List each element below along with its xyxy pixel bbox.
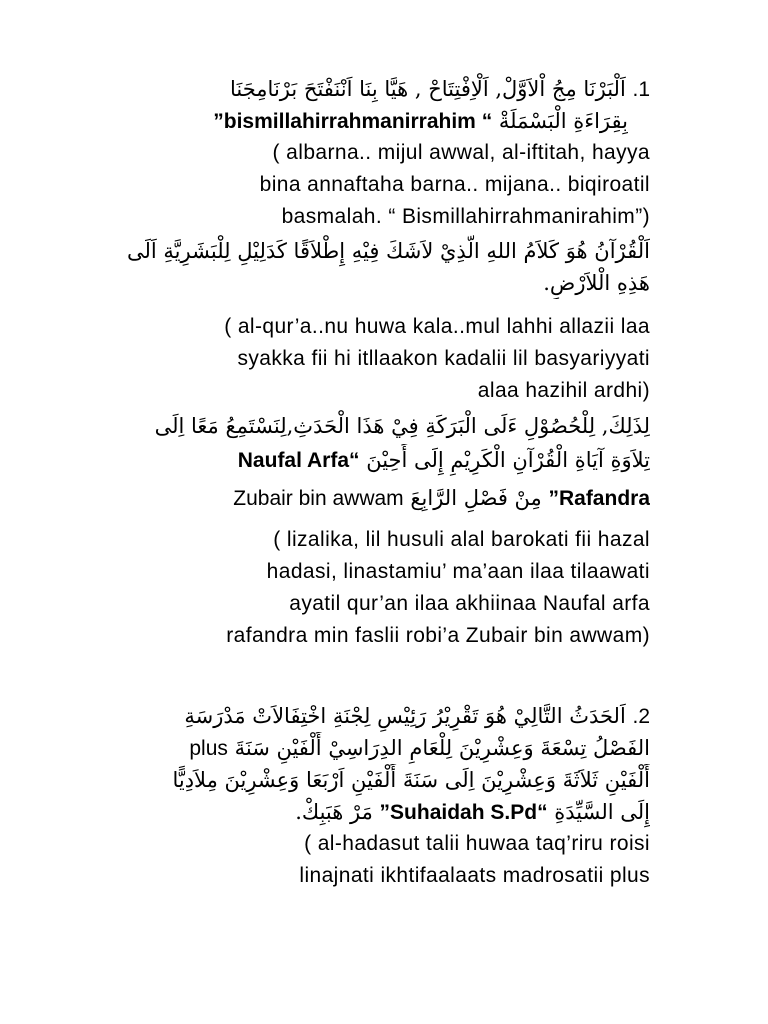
- s1-quran-arabic-2: هَذِهِ الْلاَرْضِ.: [543, 271, 650, 295]
- s1-quran-latin-3: alaa hazihil ardhi): [477, 379, 650, 402]
- s1-lizalika-arabic-3: [96, 482, 650, 515]
- s2-arabic-line-4: [96, 796, 650, 829]
- s1-latin-line-3: basmalah. “ Bismillahirrahmanirahim”): [281, 205, 650, 228]
- s1-arabic-text-1: اَلْبَرْنَا مِجُ اْلاَوَّلْ, اَلْاِفْتِتَاحْ , هَيَّا بِنَا اَنْنَفْتَحَ بَرْنَامِجَنَا: [230, 77, 626, 101]
- s1-lizalika-arabic-1: لِذَلِكَ, لِلْحُصُوْلِ ءَلَى الْبَرَكَةِ فِيْ هَذَا الْحَدَثِ,لِنَسْتَمِعُ مَعًا اِلَى: [154, 414, 650, 438]
- s1-lizalika-latin-3: ayatil qur’an ilaa akhiinaa Naufal arfa: [289, 592, 650, 615]
- s1-naufal-bold: “Naufal Arfa: [237, 449, 360, 472]
- s2-arabic-text-4a: إِلَى السَّيِّدَةِ: [554, 800, 650, 824]
- s1-rafandra-bold: Rafandra”: [548, 487, 650, 510]
- s1-arabic-line-2: [96, 105, 628, 138]
- s1-lizalika-latin-2: hadasi, linastamiu’ ma’aan ilaa tilaawati: [266, 560, 650, 583]
- s1-lizalika-arabic-2: [96, 444, 650, 477]
- s1-latin-line-1: ( albarna.. mijul awwal, al-iftitah, hayya: [272, 141, 650, 164]
- s1-number: 1.: [632, 78, 650, 101]
- s1-arabic-text-2: بِقِرَاءَةِ الْبَسْمَلَةْ: [498, 109, 628, 133]
- s1-lizalika-latin-4: rafandra min faslii robi’a Zubair bin awwam): [226, 624, 650, 647]
- s1-lizalika-latin-1: ( lizalika, lil husuli alal barokati fii hazal: [273, 528, 650, 551]
- s1-quran-latin-1: ( al-qur’a..nu huwa kala..mul lahhi allazii laa: [224, 315, 650, 338]
- s1-quran-latin-2: syakka fii hi itllaakon kadalii lil basyariyyati: [237, 347, 650, 370]
- s2-latin-line-2: linajnati ikhtifaalaats madrosatii plus: [299, 864, 650, 887]
- s2-latin-line-1: ( al-hadasut talii huwaa taq’riru roisi: [304, 832, 650, 855]
- s1-arabic-line-1: [96, 73, 650, 106]
- s2-arabic-text-1: اَلحَدَثُ التَّالِيْ هُوَ تَقْرِيْرُ رَئِيْسِ لِجْنَةِ اخْتِفَالاَتْ مَدْرَسَةِ: [184, 704, 626, 728]
- s2-arabic-line-3: أَلْفَيْنِ ثَلاَثَةَ وَعِشْرِيْنَ اِلَى سَنَةَ أَلْفَيْنِ اَرْبَعَا وَعِشْرِيْنَ مِلاَدِيًّا: [172, 768, 650, 792]
- s1-lizalika-arabic-2-text: تِلاَوَةِ آيَاةِ الْقُرْآنِ الْكَرِيْمِ إِلَى أَحِيْنَ: [366, 448, 650, 472]
- s1-fasl-arabic: مِنْ فَصْلِ الرَّابِعَ: [410, 486, 542, 510]
- s2-arabic-text-2: الفَصْلُ تِسْعَةَ وَعِشْرِيْنَ لِلْعَامِ الدِرَاسِيْ أَلْفَيْنِ سَنَةَ: [234, 736, 650, 760]
- s1-bismillah-bold: “ bismillahirrahmanirrahim”: [213, 110, 493, 133]
- s2-number: 2.: [632, 705, 650, 728]
- s1-quran-arabic-1: اَلْقُرْآنُ هُوَ كَلاَمُ اللهِ الَّذِيْ لاَشَكَ فِيْهِ إِطْلاَقًا كَدَلِيْلِ لِلْبَشَرِيَّةِ اَلَى: [127, 239, 650, 263]
- s1-latin-line-2: bina annaftaha barna.. mijana.. biqiroatil: [259, 173, 650, 196]
- s1-zubair-latin: Zubair bin awwam: [233, 487, 404, 510]
- s2-plus: plus: [189, 737, 228, 760]
- s2-arabic-line-2: [96, 732, 650, 765]
- s2-suhaidah-bold: “Suhaidah S.Pd”: [379, 801, 548, 824]
- s2-arabic-text-4b: مَرْ هَبَبِكْ.: [295, 800, 373, 824]
- s2-arabic-line-1: [96, 700, 650, 733]
